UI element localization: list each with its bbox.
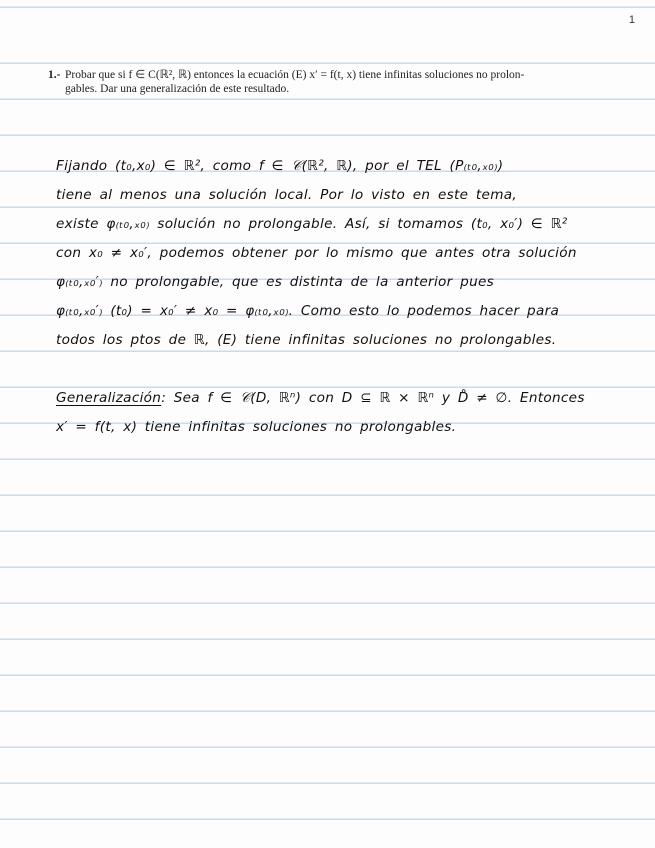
problem-line-1: Probar que si f ∈ C(ℝ², ℝ) entonces la ecuación (E) x′ = f(t, x) tiene infinitas soluciones no prolon- <box>65 69 525 81</box>
page-number: 1 <box>628 14 635 26</box>
answer-line-7: todos los ptos de ℝ, (E) tiene infinitas soluciones no prolongables. <box>56 332 557 348</box>
generalization-label: Generalización <box>56 390 162 406</box>
answer-line-5: φ₍ₜ₀,ₓ₀′₎ no prolongable, que es distinta de la anterior pues <box>56 274 495 290</box>
answer-line-3: existe φ₍ₜ₀,ₓ₀₎ solución no prolongable. Así, si tomamos (t₀, x₀′) ∈ ℝ² <box>56 216 568 232</box>
generalization-line-2: x′ = f(t, x) tiene infinitas soluciones no prolongables. <box>56 419 457 435</box>
answer-line-4: con x₀ ≠ x₀′, podemos obtener por lo mismo que antes otra solución <box>56 245 577 261</box>
problem-number: 1.- <box>48 69 61 81</box>
generalization-line-1 <box>56 390 585 406</box>
problem-line-2: gables. Dar una generalización de este resultado. <box>65 83 290 95</box>
generalization-statement: : Sea f ∈ 𝒞(D, ℝⁿ) con D ⊆ ℝ × ℝⁿ y D̊ ≠ ∅. Entonces <box>161 390 585 406</box>
answer-line-1: Fijando (t₀,x₀) ∈ ℝ², como f ∈ 𝒞(ℝ², ℝ), por el TEL (P₍ₜ₀,ₓ₀₎) <box>56 158 504 174</box>
answer-line-2: tiene al menos una solución local. Por lo visto en este tema, <box>56 187 517 203</box>
answer-line-6: φ₍ₜ₀,ₓ₀′₎ (t₀) = x₀′ ≠ x₀ = φ₍ₜ₀,ₓ₀₎. Como esto lo podemos hacer para <box>56 303 560 319</box>
